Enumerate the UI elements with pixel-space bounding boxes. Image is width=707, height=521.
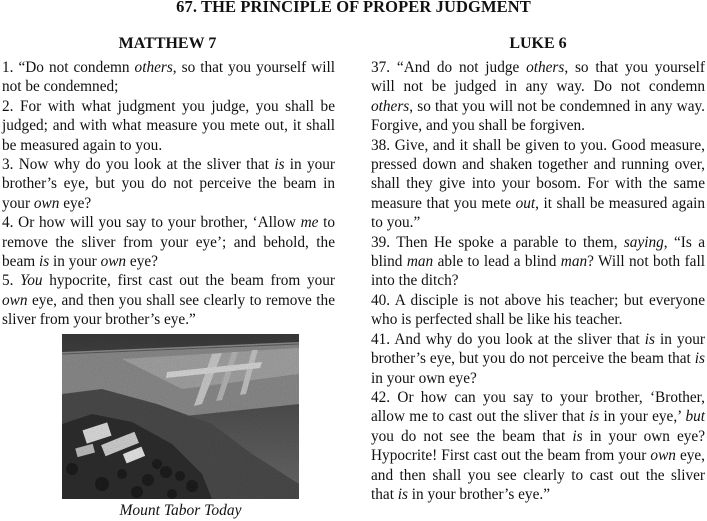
italic-text: own	[650, 447, 676, 465]
verse-text: 42. Or how can you say to your brother, ‘Brother, allow me to cast out the sliver that	[371, 388, 705, 426]
italic-text: is	[397, 485, 408, 503]
verse-text: to remove the sliver from your eye’; and behold, the beam	[2, 214, 335, 271]
verse-text: 3. Now why do you look at the sliver that	[2, 156, 275, 174]
italic-text: others	[371, 97, 410, 115]
italic-text: saying	[623, 233, 664, 251]
verse-text: 39. Then He spoke a parable to them,	[371, 233, 624, 251]
mount-tabor-photo	[62, 334, 299, 499]
italic-text: You	[20, 272, 43, 290]
italic-text: is	[644, 330, 655, 348]
verse-text: in your eye,’	[599, 408, 686, 426]
verse-text: eye?	[59, 194, 92, 212]
verse	[371, 58, 705, 136]
verse	[371, 330, 705, 388]
verse-text: , so that you yourself will not be condemned;	[2, 59, 335, 96]
verse	[2, 155, 335, 213]
verse	[371, 388, 705, 504]
italic-text: others	[526, 59, 565, 76]
verse-text: in your brother’s eye, but you do not perceive the beam that	[371, 330, 705, 368]
italic-text: out	[515, 194, 536, 212]
photo-caption: Mount Tabor Today	[119, 502, 242, 519]
italic-text: is	[589, 408, 600, 426]
verse-text: in your own eye? Hypocrite! First cast out the beam from your	[371, 427, 705, 465]
italic-text: but	[685, 408, 705, 426]
matthew-column	[2, 32, 335, 330]
verse	[2, 58, 335, 97]
verse-text: 41. And why do you look at the sliver that	[371, 330, 645, 348]
verse-text: , so that you will not be condemned in any way. Forgive, and you shall be forgiven.	[371, 97, 705, 135]
italic-text: man	[406, 253, 434, 271]
verse-text: 37. “And do not judge	[371, 59, 527, 76]
verse-text: 38. Give, and it shall be given to you. Good measure, pressed down and shaken together and running over, shall they give into your bosom. For with the same measure that you mete	[371, 136, 705, 212]
verse-text: in your own eye?	[371, 369, 477, 387]
verse	[2, 97, 335, 155]
matthew-verses	[2, 58, 335, 330]
italic-text: others	[134, 59, 173, 76]
verse	[371, 233, 705, 291]
verse-text: 1. “Do not condemn	[2, 59, 135, 76]
italic-text: is	[572, 427, 583, 445]
verse-text: eye?	[126, 253, 158, 271]
italic-text: own	[2, 291, 28, 309]
verse-text: ? Will not both fall into the ditch?	[371, 253, 705, 290]
verse-text: able to lead a blind	[433, 253, 561, 271]
verse	[2, 271, 335, 329]
verse-text: 2. For with what judgment you judge, you shall be judged; and with what measure you mete out, it shall be measured again to you.	[2, 97, 335, 154]
italic-text: is	[694, 350, 705, 368]
luke-column	[371, 32, 705, 504]
verse	[2, 213, 335, 271]
verse-text: in your brother’s eye, but you do not perceive the beam in your	[2, 156, 336, 212]
verse-text: 40. A disciple is not above his teacher; but everyone who is perfected shall be like his teacher.	[371, 291, 705, 329]
verse-text: you do not see the beam that	[371, 427, 573, 445]
verse-text: 5.	[2, 272, 21, 290]
luke-verses	[371, 58, 705, 504]
italic-text: is	[274, 156, 285, 174]
matthew-heading: MATTHEW 7	[118, 35, 217, 52]
italic-text: own	[33, 194, 60, 212]
verse	[371, 136, 705, 233]
verse-text: , so that you yourself will not be judged in any way. Do not condemn	[371, 59, 705, 96]
italic-text: me	[300, 214, 319, 232]
luke-heading: LUKE 6	[509, 35, 567, 52]
verse-text: in your	[49, 253, 101, 271]
page-title: 67. THE PRINCIPLE OF PROPER JUDGMENT	[176, 0, 531, 16]
verse-text: hypocrite, first cast out the beam from your	[42, 272, 335, 290]
verse-text: in your brother’s eye.”	[407, 485, 550, 503]
italic-text: is	[38, 253, 50, 271]
verse	[371, 291, 705, 330]
italic-text: own	[100, 253, 127, 271]
verse-text: 4. Or how will you say to your brother, ‘Allow	[2, 214, 301, 232]
italic-text: man	[560, 253, 588, 271]
verse-text: , “Is a blind	[371, 233, 705, 271]
verse-text: eye, and then shall you see clearly to cast out the sliver that	[371, 447, 705, 503]
verse-text: eye, and then you shall see clearly to remove the sliver from your brother’s eye.”	[2, 291, 335, 329]
verse-text: , it shall be measured again to you.”	[371, 194, 706, 232]
